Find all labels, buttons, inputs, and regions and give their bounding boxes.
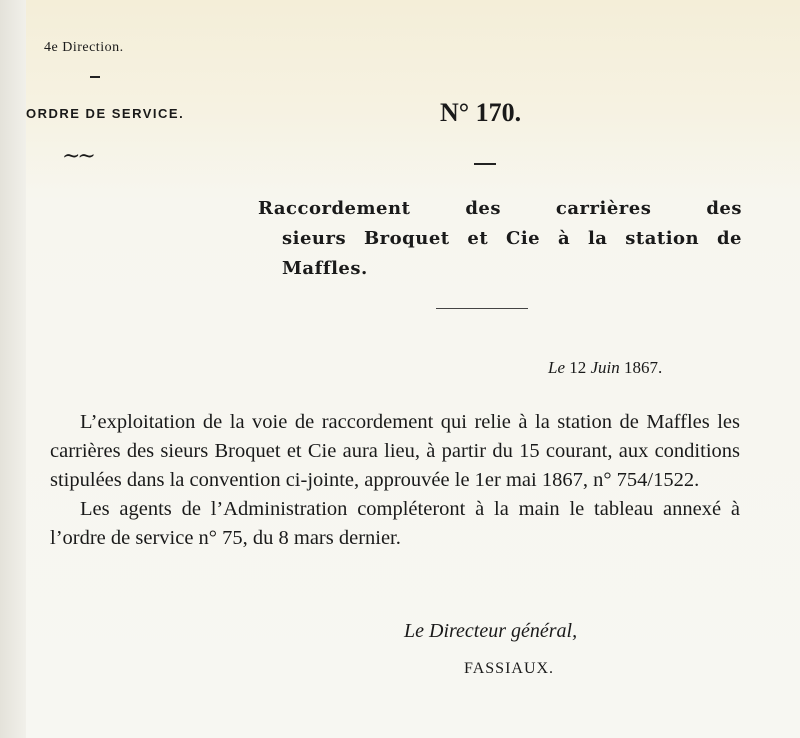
section-divider xyxy=(436,308,528,309)
ornament-divider: ~~ xyxy=(62,144,93,169)
date-month: Juin xyxy=(590,358,620,377)
department-label: 4e Direction. xyxy=(44,40,124,55)
order-number: N° 170. xyxy=(440,98,522,127)
page-edge xyxy=(0,0,26,738)
signature-name: FASSIAUX. xyxy=(464,660,555,677)
title-line: Maffles. xyxy=(282,258,368,279)
date-year: 1867. xyxy=(624,358,663,377)
header-dash xyxy=(90,76,100,78)
order-type-label: ORDRE DE SERVICE. xyxy=(26,106,185,121)
body-paragraph: Les agents de l’Administration compléteront à la main le tableau annexé à l’ordre de service n° 75, du 8 mars dernier. xyxy=(50,498,740,549)
title-line: Raccordement des carrières des xyxy=(258,198,742,219)
signature-title: Le Directeur général, xyxy=(404,620,578,642)
document-title xyxy=(258,194,742,284)
body-text xyxy=(50,408,740,553)
body-paragraph: L’exploitation de la voie de raccordement qui relie à la station de Maffles les carrières des sieurs Broquet et Cie aura lieu, à partir du 15 courant, aux conditions stipulées dans la convention ci-jointe, approuvée le 1er mai 1867, n° 754/1522. xyxy=(50,411,740,491)
date-day: 12 xyxy=(569,358,587,377)
title-divider xyxy=(474,163,496,165)
date-prefix: Le xyxy=(548,358,565,377)
document-date xyxy=(548,358,662,378)
title-line: sieurs Broquet et Cie à la station de xyxy=(282,228,742,249)
